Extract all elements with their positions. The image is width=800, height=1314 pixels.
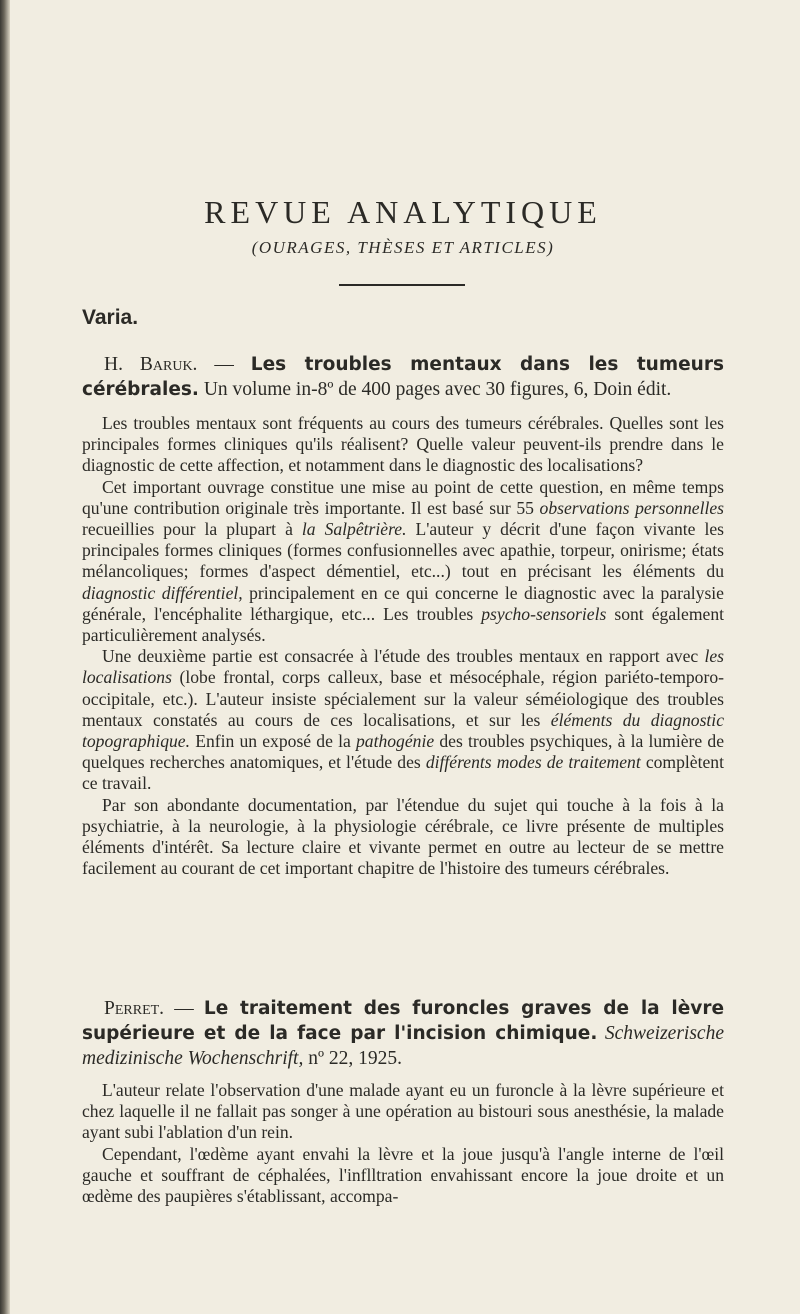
entry-1-paragraph-1: Les troubles mentaux sont fréquents au cours des tumeurs cérébrales. Quelles sont les principales formes cliniques qu'ils réalisent? Quelle valeur peuvent-ils prendre dans le diagnostic de cette affection, et notamment dans le diagnostic des localisations? — [82, 413, 724, 476]
text-run: complètent ce travail. — [82, 752, 724, 794]
entry-1-paragraph-4: Par son abondante documentation, par l'étendue du sujet qui touche à la fois à la psychiatrie, à la neurologie, à la physiologie cérébrale, ce livre présente de multiples éléments d'intérêt. Sa lecture claire et vivante permet en outre au lecteur de se mettre facilement au courant de cet important chapitre de l'histoire des tumeurs cérébrales. — [82, 794, 724, 879]
entry-1-dash: — — [197, 354, 251, 375]
text-run: recueillies pour la plupart à — [82, 519, 302, 540]
entry-2-paragraph-1: L'auteur relate l'observation d'une malade ayant eu un furoncle à la lèvre supérieure et chez laquelle il ne fallait pas songer à une opération au bistouri sous anesthésie, la malade ayant subi l'ablation d'un rein. — [82, 1080, 724, 1143]
italic-run: éléments du diagnostic topographique. — [82, 709, 724, 752]
entry-1-header — [82, 352, 724, 402]
entry-1-author: H. Baruk. — [104, 354, 198, 375]
entry-2-header — [82, 996, 724, 1071]
italic-run: les localisations — [82, 646, 724, 688]
text-run: Enfin un exposé de la — [190, 731, 356, 752]
entry-1-paragraph-2 — [82, 477, 724, 647]
entry-2-journal: Schweizerische medizinische Wochenschrift, — [82, 1023, 724, 1069]
title-rule — [339, 284, 465, 286]
entry-2-author: Perret. — [104, 998, 165, 1019]
section-heading: Varia. — [82, 306, 139, 329]
entry-2-paragraph-2: Cependant, l'œdème ayant envahi la lèvre et la joue jusqu'à l'angle interne de l'œil gauche et souffrant de céphalées, l'inflltration envahissant encore la joue droite et un œdème des paupières s'établissant, accompa- — [82, 1143, 724, 1207]
entry-2-body — [82, 1080, 724, 1207]
text-run: Cet important ouvrage constitue une mise au point de cette question, en même temps qu'une contribution originale très importante. Il est basé sur 55 — [82, 476, 724, 518]
italic-run: psycho-sensoriels — [481, 603, 607, 624]
italic-run: différents modes de traitement — [425, 752, 641, 773]
entry-1-paragraph-3 — [82, 646, 724, 794]
text-run: sont également particulièrement analysés. — [82, 603, 724, 646]
entry-1-body — [82, 413, 724, 879]
italic-run: diagnostic différentiel, — [82, 582, 243, 603]
entry-1-title: Les troubles mentaux dans les tumeurs cérébrales. — [82, 354, 724, 400]
italic-run: la Salpêtrière. — [301, 519, 407, 540]
italic-run: pathogénie — [355, 731, 435, 752]
italic-run: observations personnelles — [539, 497, 724, 518]
text-run: (lobe frontal, corps calleux, base et mésocéphale, région pariéto-temporo-occipitale, etc.). L'auteur insiste spécialement sur la valeur séméiologique des troubles mentaux constatés au cours de ces localisations, et sur les — [82, 667, 724, 730]
entry-2-title: Le traitement des furoncles graves de la lèvre supérieure et de la face par l'incision chimique. — [82, 998, 724, 1044]
text-run: des troubles psychiques, à la lumière de quelques recherches anatomiques, et l'étude des — [82, 731, 725, 773]
text-run: principalement en ce qui concerne le diagnostic avec la paralysie générale, l'encéphalite léthargique, etc... Les troubles — [82, 582, 724, 624]
page-title: REVUE ANALYTIQUE — [204, 194, 602, 230]
text-run: Une deuxième partie est consacrée à l'étude des troubles mentaux en rapport avec — [102, 646, 705, 667]
entry-2-dash: — — [164, 998, 204, 1019]
page-subtitle: (OURAGES, THÈSES ET ARTICLES) — [251, 238, 555, 257]
page-binding-edge — [0, 0, 10, 1314]
entry-1-citation: Un volume in-8º de 400 pages avec 30 figures, 6, Doin édit. — [198, 379, 672, 400]
text-run: L'auteur y décrit d'une façon vivante les principales formes cliniques (formes confusionnelles avec apathie, torpeur, onirisme; états mélancoliques; formes d'aspect démentiel, etc...) tout en précisant les éléments du — [82, 519, 724, 582]
entry-2-citation: nº 22, 1925. — [303, 1048, 402, 1069]
